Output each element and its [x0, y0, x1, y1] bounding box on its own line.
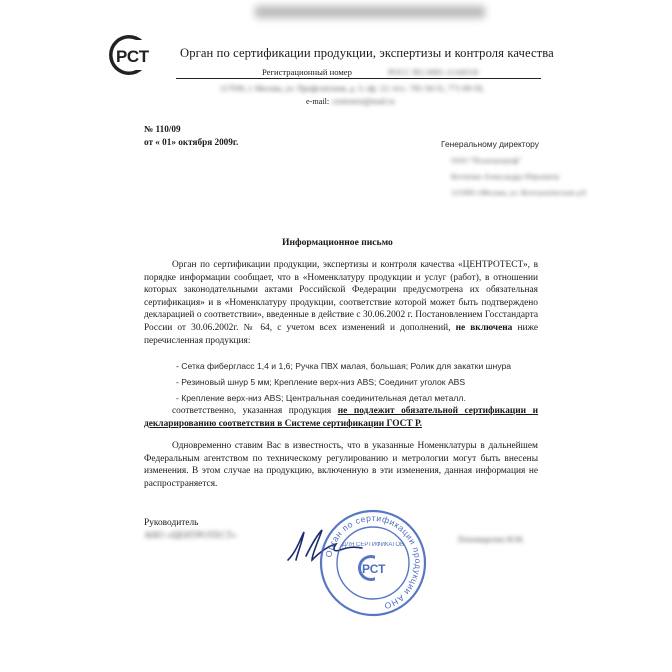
document-number: № 110/09: [144, 124, 181, 134]
letter-title: Информационное письмо: [282, 237, 393, 248]
paragraph-conclusion: [144, 405, 538, 430]
paragraph-conclusion-emphasis: не подлежит обязательной сертификации и декларированию соответствия в Системе сертификации ГОСТ Р.: [144, 406, 538, 429]
stamp-center-text: ДЛЯ СЕРТИФИКАТОВ: [341, 542, 405, 548]
document-date: от « 01» октября 2009г.: [144, 137, 239, 147]
signer-title: Руководитель: [144, 518, 199, 528]
paragraph-notice: Одновременно ставим Вас в известность, что в указанные Номенклатуры в дальнейшем Федеральным агентством по техническому регулированию и метрологии могут быть внесены изменения. В этом случае на продукцию, включенную в эти изменения, данная информация не распространяется.: [144, 441, 538, 489]
header-divider: [176, 78, 541, 79]
paragraph-conclusion-text: соответственно, указанная продукция: [172, 406, 332, 416]
signer-name: Пономаренко И.М.: [458, 535, 525, 544]
organization-address: 117036, г. Москва, ул. Профсоюзная, д. 3, оф. 12; тел.: 781-34-31, 771-00-56,: [220, 84, 485, 93]
product-list-item: - Крепление верх-низ ABS; Центральная соединительная детал металл.: [176, 393, 466, 403]
paragraph-intro-text: Орган по сертификации продукции, экспертизы и контроля качества «ЦЕНТРОТЕСТ», в порядке информации сообщает, что в «Номенклатуру продукции и услуг (работ), в отношении которых законодательными актами Российской Федерации предусмотрена их обязательная сертификация» и в «Номенклатуру продукции, соответствие которой может быть подтверждено декларацией о соответствии», введенные в действие с 30.06.2002 г. Постановлением Госстандарта России от 30.06.2002г. № 64, с учетом всех изменений и дополнений,: [144, 260, 538, 333]
email-label: e-mail:: [306, 97, 330, 106]
rst-logo-icon: [108, 32, 166, 78]
official-stamp: [318, 508, 428, 618]
blurred-header-strip: [255, 6, 485, 18]
signer-organization: АНО «ЦЕНТРОТЕСТ»: [144, 531, 237, 541]
logo-text: РСТ: [116, 47, 150, 66]
addressee-address: 121069 г.Москва, ул. Котельническая д.8: [451, 188, 586, 197]
paragraph-intro: [144, 259, 538, 347]
paragraph-intro-emphasis: не включена: [455, 322, 513, 333]
addressee-person: Котченко Александру Юрьевичу: [451, 172, 560, 181]
product-list-item: - Сетка фибергласс 1,4 и 1,6; Ручка ПВХ малая, большая; Ролик для закатки шнура: [176, 361, 512, 371]
stamp-ring-text: Орган по сертификации продукции АНО: [323, 512, 424, 612]
addressee-company: ООО "Полиэкопроф": [451, 156, 522, 165]
paragraph-intro-tail: ниже перечисленная продукция:: [144, 322, 538, 346]
organization-name: Орган по сертификации продукции, экспертизы и контроля качества: [180, 46, 554, 60]
addressee-title: Генеральному директору: [441, 139, 539, 149]
product-list-item: - Резиновый шнур 5 мм; Крепление верх-низ ABS; Соединит уголок ABS: [176, 377, 466, 387]
email-value: centrotest@mail.ru: [332, 97, 395, 106]
registration-number: РОСС RU.0001.11АЮ18: [388, 67, 479, 77]
stamp-logo-text: РСТ: [362, 562, 386, 576]
registration-label: Регистрационный номер: [262, 67, 352, 77]
